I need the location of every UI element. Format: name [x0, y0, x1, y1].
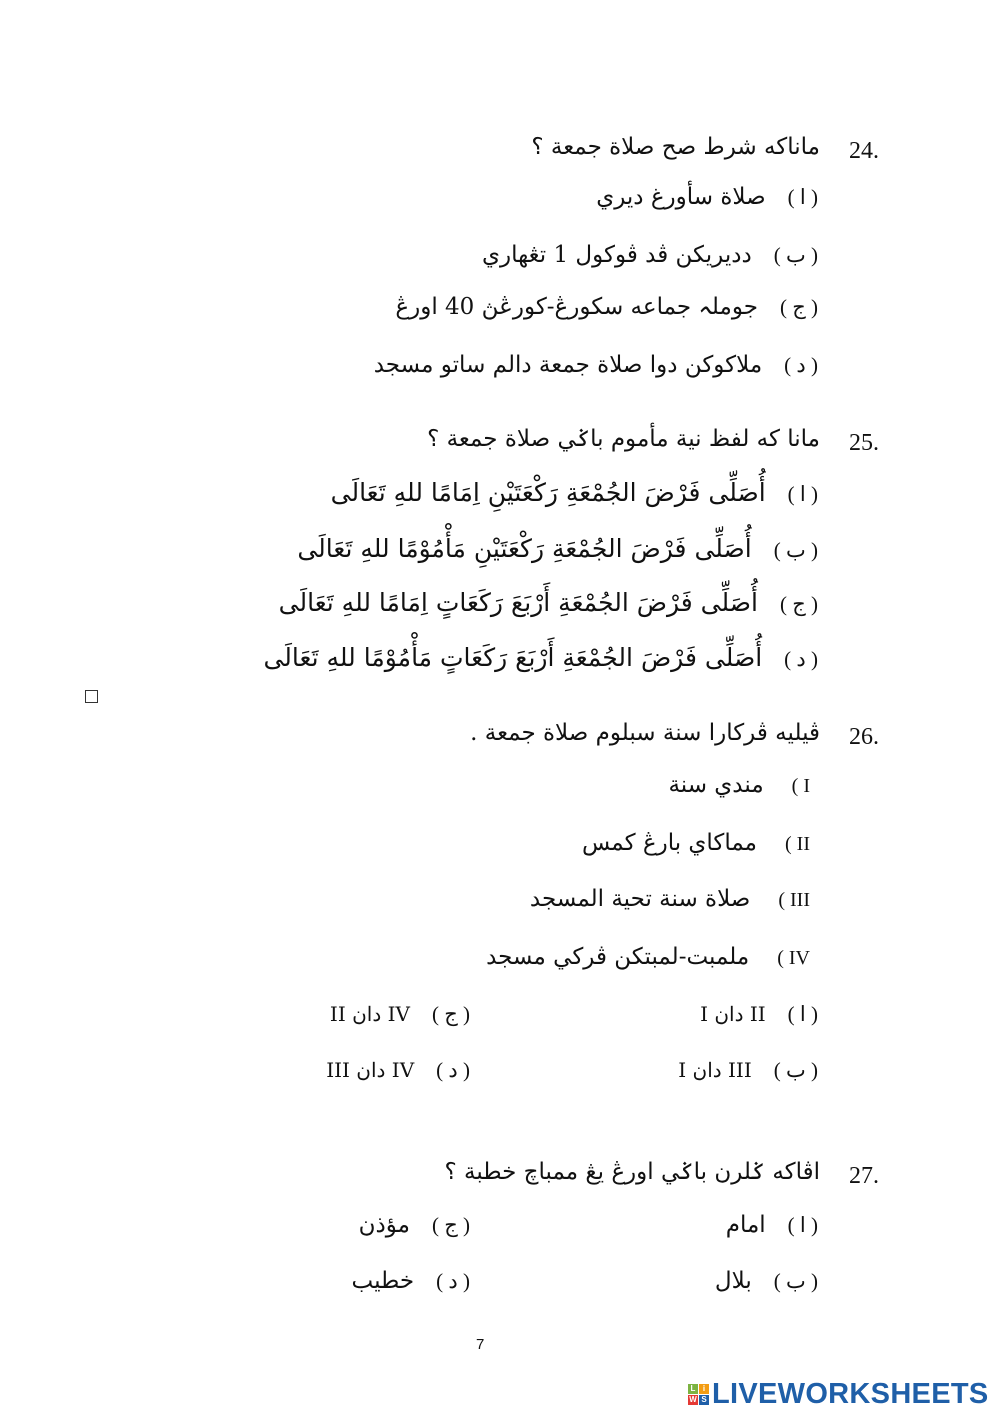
question-27-number: 27.: [849, 1163, 879, 1189]
option-label: ( ب ): [773, 1058, 818, 1082]
option-text: I دان II: [700, 1002, 766, 1026]
question-24-option-a[interactable]: [596, 184, 818, 210]
logo-letter: L: [688, 1384, 698, 1394]
question-24-number: 24.: [849, 138, 879, 164]
option-label: ( ب ): [773, 538, 818, 562]
option-label: ( ب ): [773, 1269, 818, 1293]
question-27-option-b[interactable]: [715, 1268, 818, 1294]
logo-letter: W: [689, 1395, 697, 1404]
option-label: ( د ): [784, 647, 818, 671]
question-25-number: 25.: [849, 430, 879, 456]
option-label: ( ج ): [431, 1002, 470, 1026]
statement-label: II ): [785, 833, 810, 855]
question-26-option-d[interactable]: [326, 1058, 470, 1083]
liveworksheets-logo[interactable]: [688, 1378, 989, 1411]
option-text: أُصَلِّى فَرْضَ الجُمْعَةِ أَرْبَعَ رَكَعَاتٍ اِمَامًا للهِ تَعَالَى: [278, 588, 758, 617]
question-25-option-b[interactable]: [297, 534, 818, 563]
logo-mark-icon: [688, 1384, 709, 1405]
option-label: ( ج ): [779, 295, 818, 319]
question-26-option-a[interactable]: [700, 1002, 818, 1027]
question-26-statement-iv: [486, 944, 810, 970]
question-26-number: 26.: [849, 724, 879, 750]
question-26-text: ڤيليه ڤركارا سنة سبلوم صلاة جمعة .: [470, 720, 820, 746]
statement-text: مماكاي بارڠ كمس: [581, 830, 757, 856]
option-text: III دان IV: [326, 1058, 415, 1082]
option-label: ( ا ): [787, 1002, 818, 1026]
option-text: جوملہ جماعه سکورڠ-کورڠڽ 40 اورڠ: [395, 294, 758, 320]
option-label: ( ا ): [787, 482, 818, 506]
statement-text: صلاة سنة تحية المسجد: [529, 886, 751, 912]
question-26-option-c[interactable]: [330, 1002, 470, 1027]
option-label: ( د ): [436, 1269, 470, 1293]
logo-text: LIVEWORKSHEETS: [712, 1378, 989, 1410]
option-label: ( د ): [436, 1058, 470, 1082]
question-26-statement-ii: [582, 830, 810, 856]
question-25-option-d[interactable]: [263, 643, 818, 672]
option-text: أُصَلِّى فَرْضَ الجُمْعَةِ رَكْعَتَيْنِ اِمَامًا للهِ تَعَالَى: [330, 478, 766, 507]
option-text: أُصَلِّى فَرْضَ الجُمْعَةِ أَرْبَعَ رَكَعَاتٍ مَأْمُوْمًا للهِ تَعَالَى: [263, 643, 763, 672]
page-number: 7: [476, 1336, 485, 1353]
answer-checkbox[interactable]: [85, 690, 98, 703]
option-text: أُصَلِّى فَرْضَ الجُمْعَةِ رَكْعَتَيْنِ مَأْمُوْمًا للهِ تَعَالَى: [297, 534, 752, 563]
option-text: امام: [725, 1212, 766, 1238]
option-text: دديريكن ڤد ڤوكول 1 تڠهاري: [481, 242, 752, 268]
option-label: ( ج ): [431, 1213, 470, 1237]
statement-label: I ): [791, 775, 810, 797]
option-text: خطيب: [351, 1268, 415, 1294]
option-label: ( د ): [784, 353, 818, 377]
question-26-statement-iii: [530, 886, 810, 912]
logo-letter: S: [699, 1395, 709, 1405]
option-text: I دان III: [678, 1058, 752, 1082]
option-text: مؤذن: [358, 1212, 410, 1238]
question-24-text: ماناكه شرط صح صلاة جمعة ؟: [531, 134, 820, 160]
question-25-option-a[interactable]: [331, 478, 818, 507]
question-24-option-b[interactable]: [482, 242, 818, 268]
question-25-option-c[interactable]: [279, 588, 818, 617]
question-24-option-c[interactable]: [395, 294, 818, 320]
question-26-statement-i: [668, 772, 810, 798]
statement-text: ملمبت-لمبتكن ڤركي مسجد: [486, 944, 750, 970]
question-25-text: مانا كه لفظ نية مأموم باݢي صلاة جمعة ؟: [427, 426, 820, 452]
option-label: ( ب ): [773, 243, 818, 267]
option-text: بلال: [714, 1268, 752, 1294]
option-label: ( ا ): [787, 1213, 818, 1237]
option-label: ( ج ): [779, 592, 818, 616]
option-text: ملاكوكن دوا صلاة جمعة دالم ساتو مسجد: [373, 352, 763, 378]
question-27-text: اڤاكه ݢلرن باݢي اورڠ يڠ ممباچ خطبة ؟: [444, 1159, 820, 1185]
question-27-option-a[interactable]: [726, 1212, 818, 1238]
option-text: صلاة سأورغ ديري: [596, 184, 766, 210]
option-label: ( ا ): [787, 185, 818, 209]
question-27-option-c[interactable]: [359, 1212, 470, 1238]
statement-text: مندي سنة: [668, 772, 764, 798]
option-text: II دان IV: [329, 1002, 410, 1026]
statement-label: IV ): [777, 947, 810, 969]
question-27-option-d[interactable]: [352, 1268, 470, 1294]
question-26-option-b[interactable]: [678, 1058, 818, 1083]
statement-label: III ): [778, 889, 810, 911]
logo-letter: i: [699, 1384, 709, 1394]
question-24-option-d[interactable]: [374, 352, 818, 378]
